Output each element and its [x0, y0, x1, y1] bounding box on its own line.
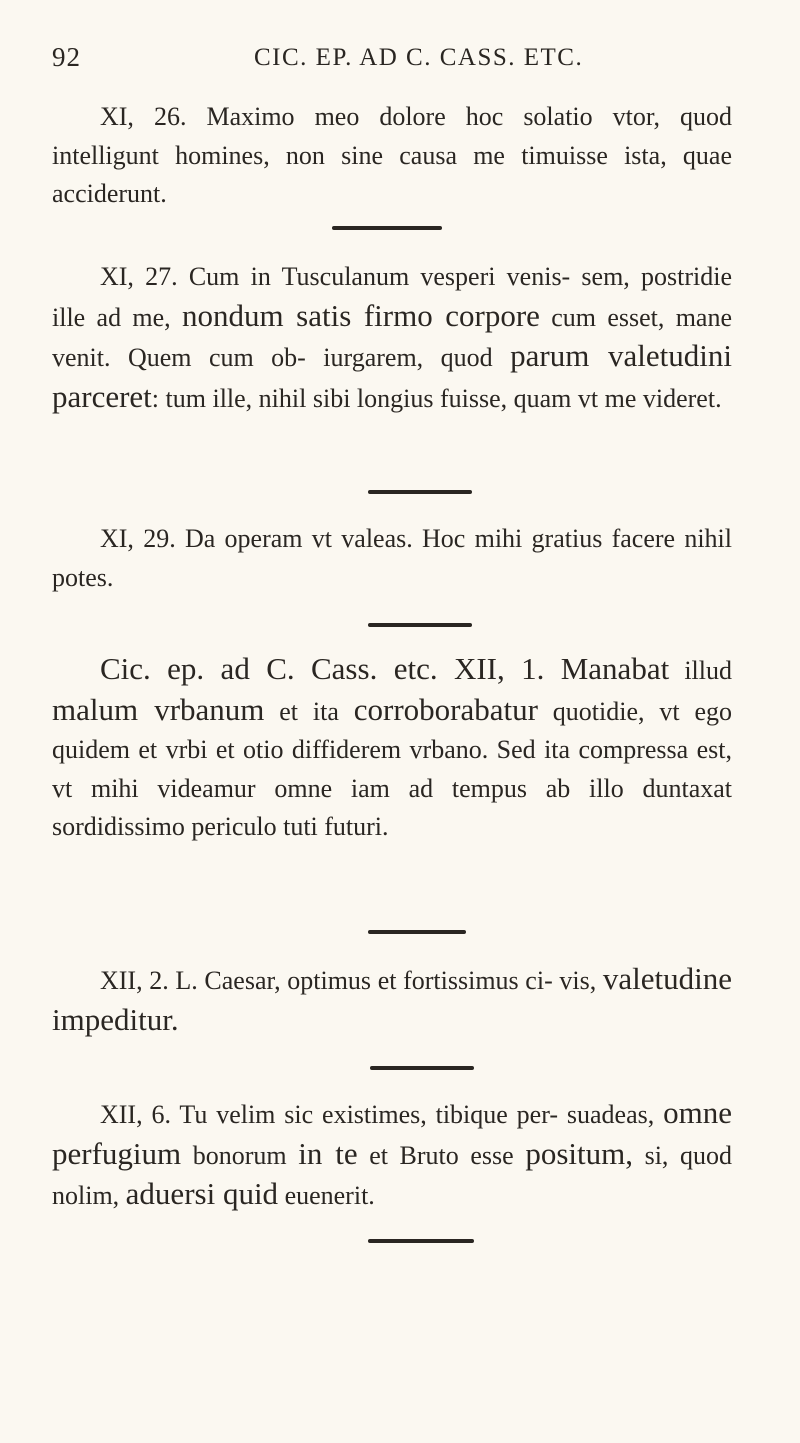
entry-text: XII, 2. L. Caesar, optimus et fortissimus ci- vis, valetudine impeditur.: [52, 961, 732, 1037]
running-head: CIC. EP. AD C. CASS. ETC.: [254, 44, 584, 71]
emphasis-phrase: positum,: [525, 1135, 633, 1171]
entry-text: XI, 26. Maximo meo dolore hoc solatio vtor, quod intelligunt homines, non sine causa me timuisse ista, quae acciderunt.: [52, 102, 732, 208]
source-citation: Cic. ep. ad C. Cass. etc. XII, 1. Manabat: [100, 651, 670, 686]
entry-xi-26: [52, 98, 732, 214]
section-divider: [368, 930, 466, 934]
entry-text: Cic. ep. ad C. Cass. etc. XII, 1. Manabat illud malum vrbanum et ita corroborabatur quotidie, vt ego quidem et vrbi et otio diffiderem vrbano. Sed ita compressa est, vt mihi videamur omne iam ad tempus ab illo duntaxat sordidissimo periculo tuti futuri.: [52, 651, 733, 841]
page-number: 92: [52, 42, 81, 72]
entry-text: XII, 6. Tu velim sic existimes, tibique per- suadeas, omne perfugium bonorum in te et Bruto esse positum, si, quod nolim, aduersi quid euenerit.: [52, 1095, 733, 1211]
emphasis-phrase: in: [298, 1135, 323, 1171]
section-divider: [368, 490, 472, 494]
emphasis-phrase: valetudine impeditur.: [52, 961, 732, 1037]
entry-xi-27: [52, 258, 732, 418]
emphasis-phrase: malum vrbanum: [52, 691, 265, 727]
emphasis-phrase: aduersi quid: [125, 1176, 279, 1211]
entry-xii-6: [52, 1094, 732, 1216]
section-divider: [368, 623, 472, 627]
section-divider: [370, 1066, 474, 1070]
section-divider: [368, 1239, 474, 1243]
emphasis-phrase: nondum satis firmo corpore: [181, 297, 540, 333]
entry-text: XI, 27. Cum in Tusculanum vesperi venis- sem, postridie ille ad me, nondum satis firmo corpore cum esset, mane venit. Quem cum ob- iurgarem, quod parum valetudini parceret: tum ille, nihil sibi longius fuisse, quam vt me videret.: [52, 262, 732, 414]
section-divider: [332, 226, 442, 230]
entry-xii-2: [52, 960, 732, 1041]
emphasis-phrase: corroborabatur: [353, 691, 538, 727]
emphasis-phrase: parum valetudini parceret: [52, 338, 732, 414]
entry-xi-29: [52, 520, 732, 597]
entry-text: XI, 29. Da operam vt valeas. Hoc mihi gratius facere nihil potes.: [52, 524, 732, 592]
page-header: [52, 42, 652, 82]
entry-xii-1: [52, 650, 732, 847]
emphasis-phrase: omne perfugium: [52, 1095, 732, 1171]
